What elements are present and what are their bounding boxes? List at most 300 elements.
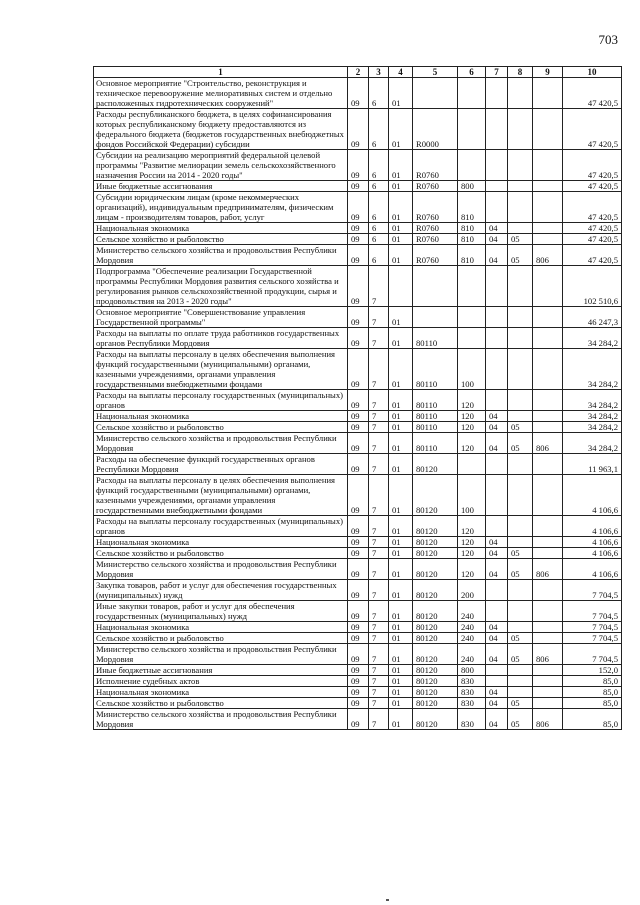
code-cell-c7: 04 (486, 422, 508, 433)
budget-table (93, 66, 622, 730)
column-header-7: 7 (486, 67, 508, 78)
row-description: Сельское хозяйство и рыболовство (94, 548, 348, 559)
code-cell-c2: 09 (348, 559, 369, 580)
code-cell-c5: 80120 (413, 537, 458, 548)
code-cell-c7 (486, 150, 508, 181)
code-cell-c9 (533, 266, 563, 307)
code-cell-c4: 01 (389, 150, 413, 181)
code-cell-c9 (533, 537, 563, 548)
code-cell-c2: 09 (348, 245, 369, 266)
code-cell-c6: 120 (458, 548, 486, 559)
code-cell-c7: 04 (486, 622, 508, 633)
table-row (94, 580, 622, 601)
code-cell-c9 (533, 181, 563, 192)
code-cell-c6: 810 (458, 223, 486, 234)
code-cell-c3: 6 (369, 181, 389, 192)
code-cell-c7 (486, 665, 508, 676)
code-cell-c3: 6 (369, 245, 389, 266)
code-cell-c2: 09 (348, 622, 369, 633)
code-cell-c2: 09 (348, 709, 369, 730)
code-cell-c3: 7 (369, 559, 389, 580)
code-cell-c7: 04 (486, 223, 508, 234)
table-body (94, 78, 622, 730)
code-cell-c6: 120 (458, 537, 486, 548)
code-cell-c4: 01 (389, 687, 413, 698)
code-cell-c8 (508, 601, 533, 622)
table-row (94, 181, 622, 192)
code-cell-c8 (508, 181, 533, 192)
code-cell-c5: 80120 (413, 687, 458, 698)
code-cell-c6: 120 (458, 411, 486, 422)
code-cell-c6: 810 (458, 234, 486, 245)
code-cell-c4: 01 (389, 665, 413, 676)
code-cell-c2: 09 (348, 433, 369, 454)
code-cell-c5: 80120 (413, 601, 458, 622)
code-cell-c6 (458, 266, 486, 307)
code-cell-c7 (486, 307, 508, 328)
code-cell-c5: R0000 (413, 109, 458, 150)
code-cell-c8: 05 (508, 548, 533, 559)
code-cell-c7 (486, 516, 508, 537)
code-cell-c8 (508, 665, 533, 676)
code-cell-c9: 806 (533, 433, 563, 454)
code-cell-c9 (533, 687, 563, 698)
code-cell-c5: 80110 (413, 422, 458, 433)
code-cell-c8 (508, 266, 533, 307)
code-cell-c8 (508, 622, 533, 633)
row-description: Основное мероприятие "Строительство, реконструкция и техническое перевооружение мелиоративных систем и отдельно расположенных гидротехнических сооружений" (94, 78, 348, 109)
code-cell-c6: 830 (458, 687, 486, 698)
code-cell-c9 (533, 676, 563, 687)
code-cell-c7 (486, 266, 508, 307)
amount-cell: 47 420,5 (563, 223, 622, 234)
code-cell-c4: 01 (389, 390, 413, 411)
amount-cell: 11 963,1 (563, 454, 622, 475)
code-cell-c5: 80120 (413, 644, 458, 665)
row-description: Сельское хозяйство и рыболовство (94, 698, 348, 709)
code-cell-c9 (533, 234, 563, 245)
code-cell-c6: 830 (458, 676, 486, 687)
code-cell-c8 (508, 676, 533, 687)
code-cell-c4: 01 (389, 328, 413, 349)
code-cell-c9 (533, 328, 563, 349)
amount-cell: 4 106,6 (563, 516, 622, 537)
column-header-5: 5 (413, 67, 458, 78)
code-cell-c8 (508, 109, 533, 150)
code-cell-c8: 05 (508, 234, 533, 245)
code-cell-c5: 80110 (413, 328, 458, 349)
code-cell-c6: 830 (458, 709, 486, 730)
code-cell-c8 (508, 411, 533, 422)
amount-cell: 152,0 (563, 665, 622, 676)
column-header-1: 1 (94, 67, 348, 78)
amount-cell: 34 284,2 (563, 411, 622, 422)
code-cell-c8 (508, 349, 533, 390)
amount-cell: 4 106,6 (563, 559, 622, 580)
row-description: Министерство сельского хозяйства и продовольствия Республики Мордовия (94, 644, 348, 665)
table-row (94, 234, 622, 245)
table-row (94, 537, 622, 548)
code-cell-c2: 09 (348, 548, 369, 559)
code-cell-c3: 7 (369, 411, 389, 422)
code-cell-c3: 7 (369, 422, 389, 433)
amount-cell: 7 704,5 (563, 580, 622, 601)
row-description: Национальная экономика (94, 537, 348, 548)
table-row (94, 266, 622, 307)
amount-cell: 7 704,5 (563, 601, 622, 622)
code-cell-c7 (486, 181, 508, 192)
table-row (94, 687, 622, 698)
code-cell-c9 (533, 78, 563, 109)
table-row (94, 150, 622, 181)
row-description: Исполнение судебных актов (94, 676, 348, 687)
code-cell-c7: 04 (486, 633, 508, 644)
row-description: Расходы на выплаты персоналу в целях обеспечения выполнения функций государственными (муниципальными) органами, казенными учреждениями, органами управления государственными внебюджетными фондами (94, 475, 348, 516)
code-cell-c9 (533, 411, 563, 422)
code-cell-c3: 7 (369, 516, 389, 537)
code-cell-c8 (508, 328, 533, 349)
code-cell-c8 (508, 223, 533, 234)
code-cell-c8 (508, 580, 533, 601)
column-header-10: 10 (563, 67, 622, 78)
amount-cell: 47 420,5 (563, 150, 622, 181)
code-cell-c7: 04 (486, 548, 508, 559)
amount-cell: 4 106,6 (563, 537, 622, 548)
column-header-8: 8 (508, 67, 533, 78)
code-cell-c5: 80120 (413, 475, 458, 516)
table-row (94, 601, 622, 622)
code-cell-c6: 120 (458, 516, 486, 537)
amount-cell: 85,0 (563, 709, 622, 730)
code-cell-c6: 120 (458, 422, 486, 433)
code-cell-c4: 01 (389, 709, 413, 730)
table-row (94, 622, 622, 633)
row-description: Иные бюджетные ассигнования (94, 181, 348, 192)
code-cell-c4: 01 (389, 181, 413, 192)
code-cell-c5: 80110 (413, 411, 458, 422)
row-description: Сельское хозяйство и рыболовство (94, 234, 348, 245)
code-cell-c6: 240 (458, 601, 486, 622)
row-description: Министерство сельского хозяйства и продовольствия Республики Мордовия (94, 709, 348, 730)
code-cell-c9 (533, 307, 563, 328)
row-description: Сельское хозяйство и рыболовство (94, 633, 348, 644)
row-description: Расходы республиканского бюджета, в целях софинансирования которых республиканскому бюджету предоставляются из федерального бюджета (бюджетов государственных внебюджетных фондов Российской Федерации) субсидии (94, 109, 348, 150)
amount-cell: 34 284,2 (563, 328, 622, 349)
code-cell-c3: 7 (369, 633, 389, 644)
row-description: Национальная экономика (94, 687, 348, 698)
code-cell-c6: 830 (458, 698, 486, 709)
code-cell-c7 (486, 390, 508, 411)
code-cell-c9 (533, 454, 563, 475)
code-cell-c9: 806 (533, 559, 563, 580)
amount-cell: 102 510,6 (563, 266, 622, 307)
code-cell-c8 (508, 192, 533, 223)
row-description: Расходы на выплаты по оплате труда работников государственных органов Республики Мордовия (94, 328, 348, 349)
code-cell-c8 (508, 516, 533, 537)
code-cell-c6: 810 (458, 192, 486, 223)
code-cell-c6: 120 (458, 433, 486, 454)
code-cell-c4: 01 (389, 192, 413, 223)
amount-cell: 47 420,5 (563, 192, 622, 223)
code-cell-c2: 09 (348, 266, 369, 307)
code-cell-c5: 80120 (413, 709, 458, 730)
amount-cell: 34 284,2 (563, 349, 622, 390)
code-cell-c2: 09 (348, 223, 369, 234)
code-cell-c2: 09 (348, 192, 369, 223)
column-header-3: 3 (369, 67, 389, 78)
code-cell-c9: 806 (533, 245, 563, 266)
code-cell-c7: 04 (486, 698, 508, 709)
code-cell-c2: 09 (348, 150, 369, 181)
code-cell-c5: R0760 (413, 234, 458, 245)
code-cell-c3: 6 (369, 223, 389, 234)
code-cell-c2: 09 (348, 580, 369, 601)
code-cell-c4: 01 (389, 601, 413, 622)
code-cell-c7 (486, 454, 508, 475)
code-cell-c4: 01 (389, 245, 413, 266)
code-cell-c7: 04 (486, 709, 508, 730)
code-cell-c5: 80110 (413, 349, 458, 390)
code-cell-c2: 09 (348, 644, 369, 665)
page-number: 703 (598, 32, 618, 47)
code-cell-c2: 09 (348, 390, 369, 411)
code-cell-c8 (508, 150, 533, 181)
code-cell-c4: 01 (389, 676, 413, 687)
code-cell-c2: 09 (348, 633, 369, 644)
code-cell-c6: 120 (458, 390, 486, 411)
code-cell-c2: 09 (348, 454, 369, 475)
code-cell-c3: 6 (369, 150, 389, 181)
row-description: Министерство сельского хозяйства и продовольствия Республики Мордовия (94, 245, 348, 266)
code-cell-c7 (486, 328, 508, 349)
page-mark (386, 899, 389, 901)
code-cell-c5: 80120 (413, 622, 458, 633)
code-cell-c3: 7 (369, 601, 389, 622)
table-row (94, 390, 622, 411)
code-cell-c2: 09 (348, 676, 369, 687)
code-cell-c5: R0760 (413, 150, 458, 181)
row-description: Подпрограмма "Обеспечение реализации Государственной программы Республики Мордовия развития сельского хозяйства и регулирования рынков сельскохозяйственной продукции, сырья и продовольствия на 2013 - 2020 годы" (94, 266, 348, 307)
code-cell-c8 (508, 78, 533, 109)
code-cell-c3: 6 (369, 109, 389, 150)
code-cell-c8: 05 (508, 245, 533, 266)
code-cell-c4: 01 (389, 411, 413, 422)
code-cell-c4: 01 (389, 109, 413, 150)
code-cell-c6: 200 (458, 580, 486, 601)
code-cell-c4: 01 (389, 307, 413, 328)
amount-cell: 7 704,5 (563, 644, 622, 665)
code-cell-c7 (486, 192, 508, 223)
row-description: Национальная экономика (94, 622, 348, 633)
code-cell-c7: 04 (486, 687, 508, 698)
code-cell-c5: 80120 (413, 548, 458, 559)
row-description: Расходы на обеспечение функций государственных органов Республики Мордовия (94, 454, 348, 475)
code-cell-c9: 806 (533, 709, 563, 730)
code-cell-c7: 04 (486, 537, 508, 548)
amount-cell: 47 420,5 (563, 245, 622, 266)
code-cell-c7: 04 (486, 644, 508, 665)
amount-cell: 34 284,2 (563, 433, 622, 454)
table-row (94, 245, 622, 266)
column-header-6: 6 (458, 67, 486, 78)
code-cell-c4: 01 (389, 537, 413, 548)
code-cell-c2: 09 (348, 411, 369, 422)
code-cell-c6 (458, 454, 486, 475)
table-row (94, 422, 622, 433)
code-cell-c8 (508, 390, 533, 411)
row-description: Субсидии юридическим лицам (кроме некоммерческих организаций), индивидуальным предпринимателям, физическим лицам - производителям товаров, работ, услуг (94, 192, 348, 223)
table-row (94, 516, 622, 537)
row-description: Расходы на выплаты персоналу государственных (муниципальных) органов (94, 516, 348, 537)
code-cell-c8: 05 (508, 633, 533, 644)
code-cell-c3: 7 (369, 307, 389, 328)
code-cell-c3: 7 (369, 676, 389, 687)
table-row (94, 548, 622, 559)
code-cell-c4: 01 (389, 644, 413, 665)
row-description: Субсидии на реализацию мероприятий федеральной целевой программы "Развитие мелиорации земель сельскохозяйственного назначения России на 2014 - 2020 годы" (94, 150, 348, 181)
code-cell-c8: 05 (508, 644, 533, 665)
code-cell-c5: 80110 (413, 433, 458, 454)
table-row (94, 454, 622, 475)
code-cell-c6: 240 (458, 622, 486, 633)
code-cell-c5: 80120 (413, 516, 458, 537)
code-cell-c7 (486, 475, 508, 516)
code-cell-c2: 09 (348, 78, 369, 109)
amount-cell: 85,0 (563, 698, 622, 709)
code-cell-c2: 09 (348, 698, 369, 709)
table-row (94, 328, 622, 349)
code-cell-c8: 05 (508, 422, 533, 433)
code-cell-c3: 7 (369, 390, 389, 411)
code-cell-c5: 80110 (413, 390, 458, 411)
code-cell-c8: 05 (508, 698, 533, 709)
code-cell-c6 (458, 78, 486, 109)
table-row (94, 665, 622, 676)
amount-cell: 46 247,3 (563, 307, 622, 328)
code-cell-c3: 7 (369, 454, 389, 475)
table-row (94, 192, 622, 223)
code-cell-c9: 806 (533, 644, 563, 665)
table-row (94, 475, 622, 516)
code-cell-c6: 120 (458, 559, 486, 580)
code-cell-c3: 7 (369, 698, 389, 709)
code-cell-c7 (486, 78, 508, 109)
code-cell-c4: 01 (389, 234, 413, 245)
code-cell-c5: R0760 (413, 245, 458, 266)
code-cell-c7 (486, 349, 508, 390)
code-cell-c3: 6 (369, 78, 389, 109)
code-cell-c6: 240 (458, 644, 486, 665)
column-header-4: 4 (389, 67, 413, 78)
code-cell-c3: 7 (369, 580, 389, 601)
code-cell-c7: 04 (486, 559, 508, 580)
code-cell-c6: 100 (458, 349, 486, 390)
amount-cell: 47 420,5 (563, 234, 622, 245)
code-cell-c2: 09 (348, 307, 369, 328)
table-row (94, 433, 622, 454)
code-cell-c8 (508, 454, 533, 475)
code-cell-c2: 09 (348, 516, 369, 537)
code-cell-c4: 01 (389, 475, 413, 516)
amount-cell: 4 106,6 (563, 548, 622, 559)
table-row (94, 633, 622, 644)
code-cell-c2: 09 (348, 181, 369, 192)
code-cell-c7 (486, 676, 508, 687)
code-cell-c4: 01 (389, 548, 413, 559)
code-cell-c5: 80120 (413, 676, 458, 687)
code-cell-c5 (413, 78, 458, 109)
row-description: Сельское хозяйство и рыболовство (94, 422, 348, 433)
table-row (94, 109, 622, 150)
code-cell-c9 (533, 223, 563, 234)
code-cell-c4: 01 (389, 433, 413, 454)
table-row (94, 349, 622, 390)
code-cell-c6 (458, 109, 486, 150)
table-row (94, 411, 622, 422)
row-description: Иные бюджетные ассигнования (94, 665, 348, 676)
code-cell-c3: 7 (369, 709, 389, 730)
code-cell-c4: 01 (389, 633, 413, 644)
code-cell-c4: 01 (389, 622, 413, 633)
code-cell-c4: 01 (389, 580, 413, 601)
code-cell-c6 (458, 307, 486, 328)
code-cell-c8: 05 (508, 559, 533, 580)
column-header-2: 2 (348, 67, 369, 78)
code-cell-c9 (533, 192, 563, 223)
code-cell-c2: 09 (348, 475, 369, 516)
header-row (94, 67, 622, 78)
table-row (94, 676, 622, 687)
code-cell-c3: 7 (369, 433, 389, 454)
column-header-9: 9 (533, 67, 563, 78)
code-cell-c2: 09 (348, 537, 369, 548)
amount-cell: 47 420,5 (563, 181, 622, 192)
code-cell-c5: 80120 (413, 633, 458, 644)
code-cell-c4: 01 (389, 349, 413, 390)
code-cell-c5: R0760 (413, 223, 458, 234)
code-cell-c3: 7 (369, 622, 389, 633)
code-cell-c3: 7 (369, 266, 389, 307)
code-cell-c4: 01 (389, 454, 413, 475)
table-row (94, 78, 622, 109)
row-description: Национальная экономика (94, 411, 348, 422)
code-cell-c9 (533, 622, 563, 633)
code-cell-c6 (458, 328, 486, 349)
code-cell-c4: 01 (389, 223, 413, 234)
code-cell-c9 (533, 665, 563, 676)
code-cell-c7 (486, 601, 508, 622)
code-cell-c7: 04 (486, 245, 508, 266)
code-cell-c2: 09 (348, 422, 369, 433)
code-cell-c9 (533, 150, 563, 181)
code-cell-c5: 80120 (413, 454, 458, 475)
code-cell-c5 (413, 307, 458, 328)
code-cell-c2: 09 (348, 665, 369, 676)
code-cell-c3: 7 (369, 349, 389, 390)
code-cell-c3: 7 (369, 687, 389, 698)
amount-cell: 7 704,5 (563, 622, 622, 633)
code-cell-c5: 80120 (413, 580, 458, 601)
code-cell-c7: 04 (486, 411, 508, 422)
code-cell-c8 (508, 475, 533, 516)
code-cell-c2: 09 (348, 687, 369, 698)
row-description: Расходы на выплаты персоналу в целях обеспечения выполнения функций государственными (муниципальными) органами, казенными учреждениями, органами управления государственными внебюджетными фондами (94, 349, 348, 390)
code-cell-c5 (413, 266, 458, 307)
code-cell-c7 (486, 580, 508, 601)
code-cell-c5: R0760 (413, 181, 458, 192)
code-cell-c7 (486, 109, 508, 150)
code-cell-c5: 80120 (413, 559, 458, 580)
